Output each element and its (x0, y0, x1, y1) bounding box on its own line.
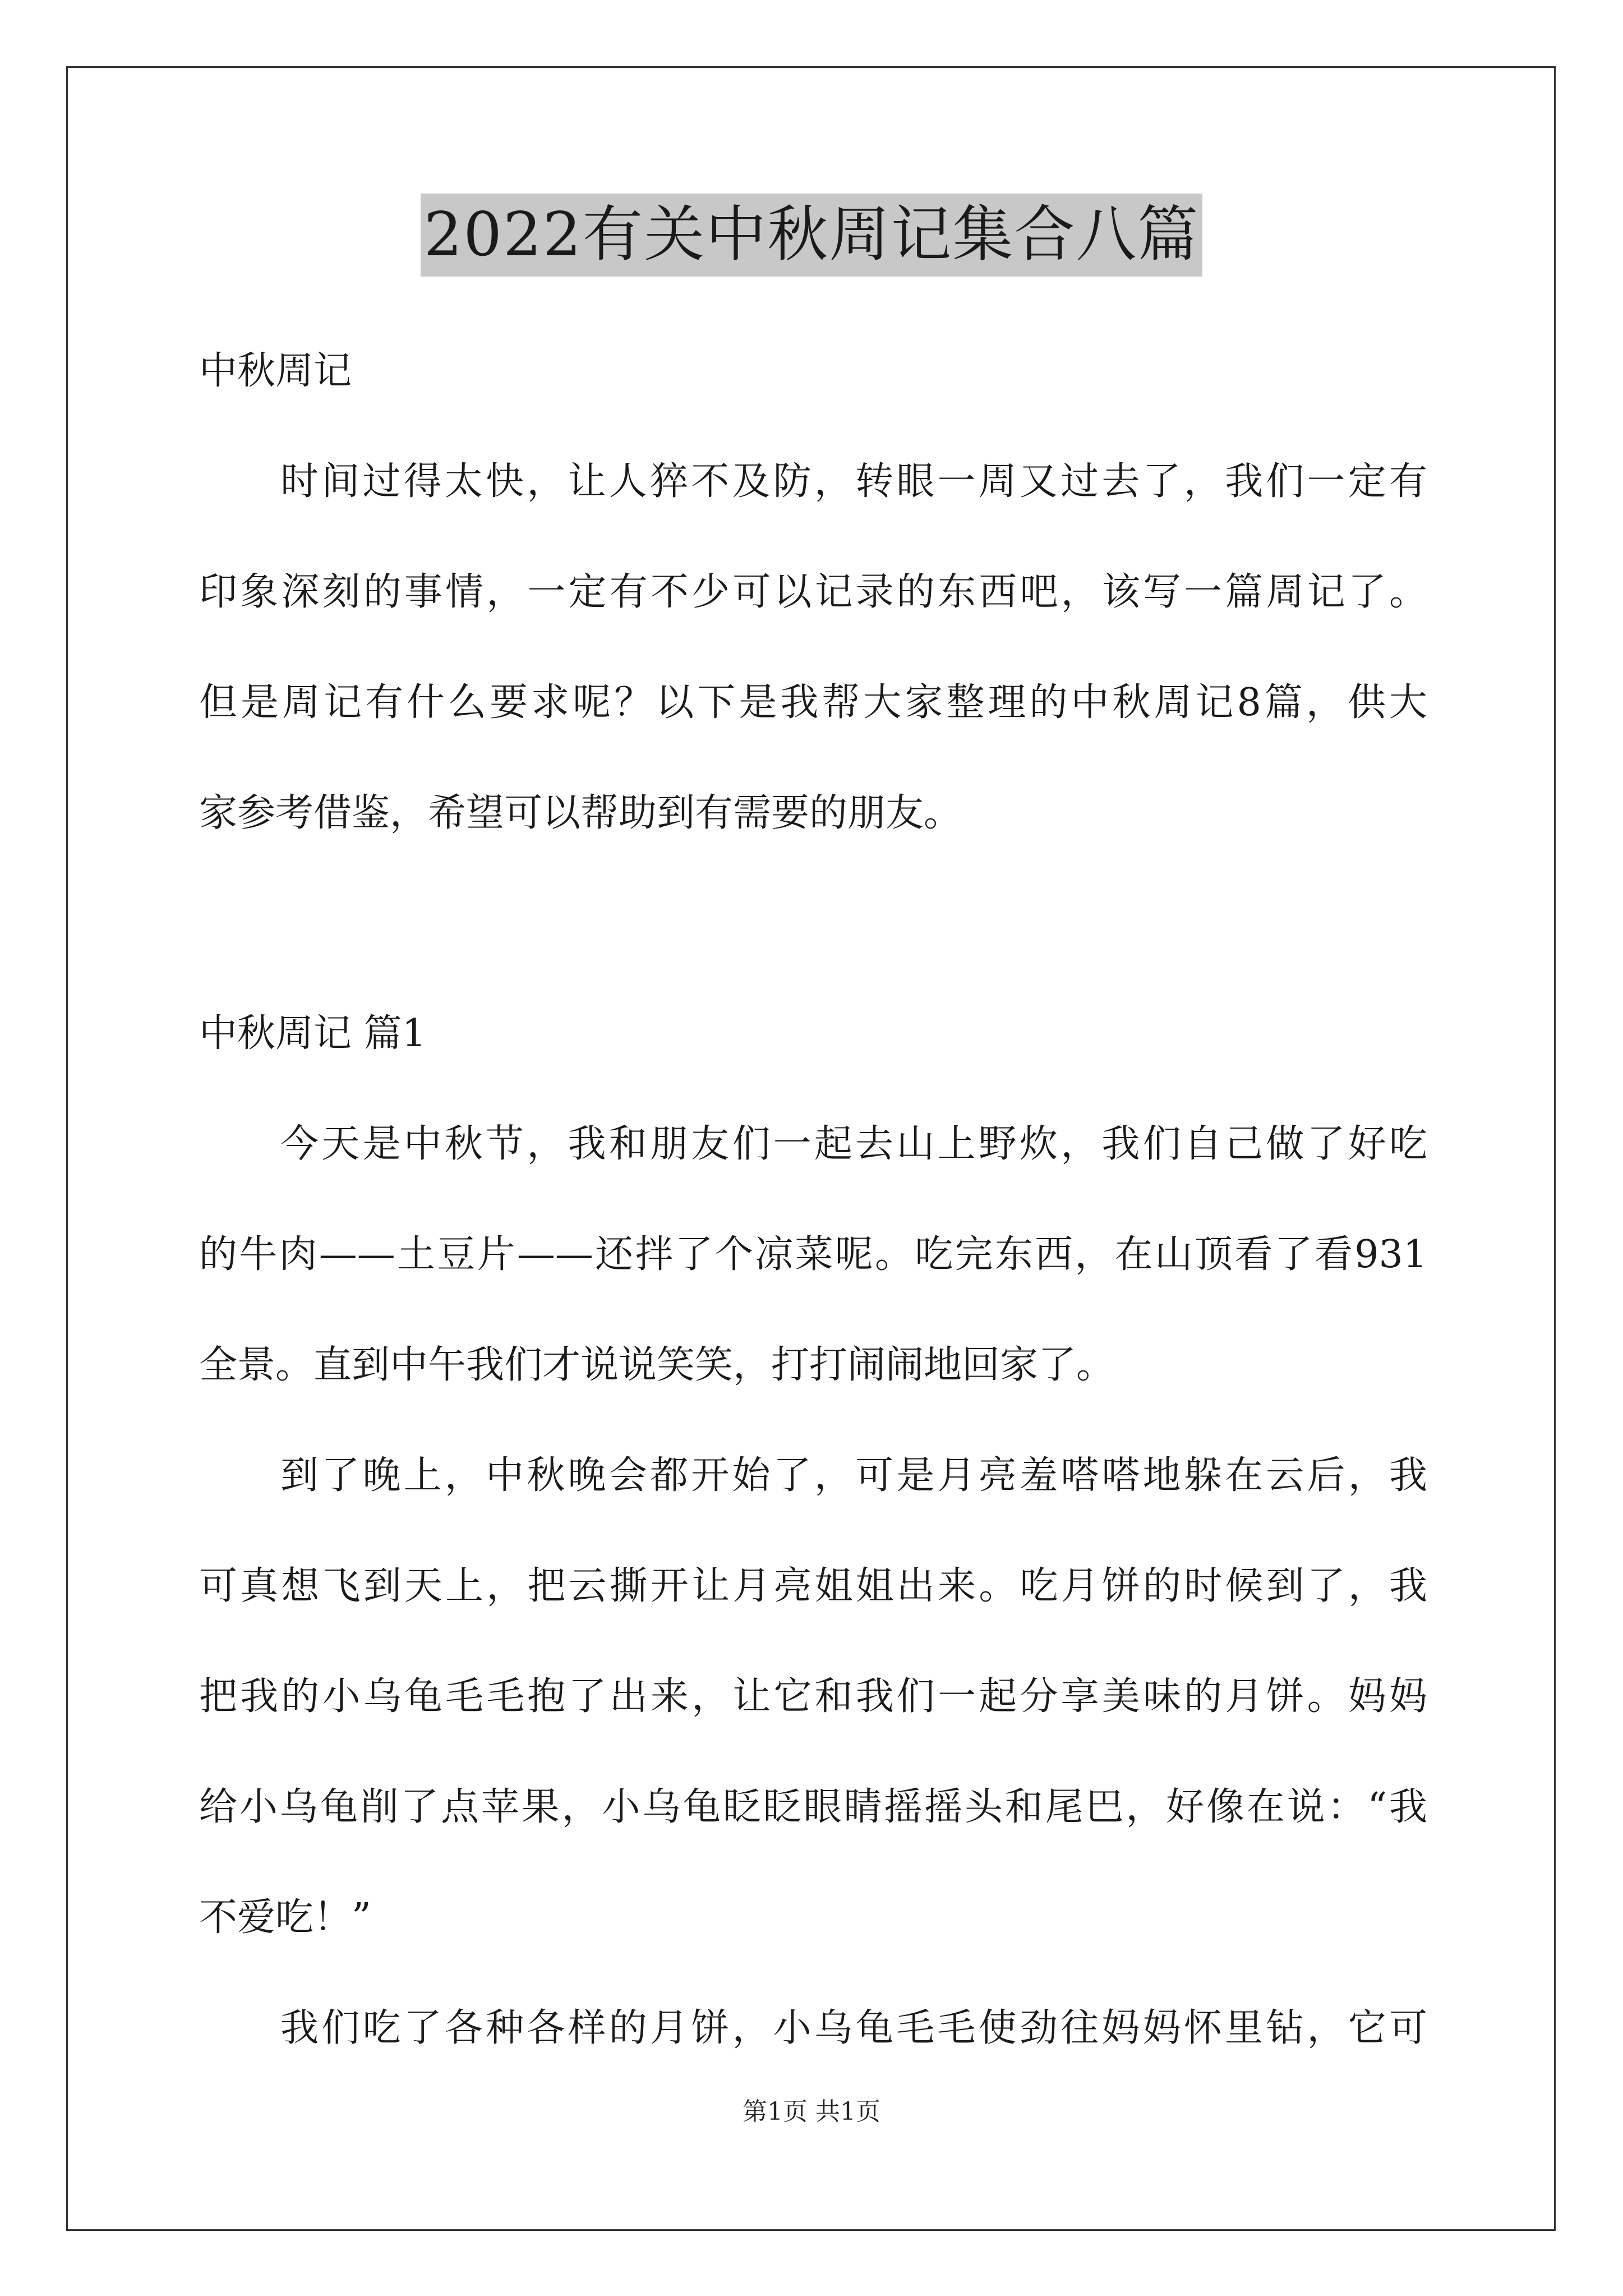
article1-p2-line-3: 把我的小乌龟毛毛抱了出来，让它和我们一起分享美味的月饼。妈妈 (199, 1674, 1427, 1719)
article1-p3-line-1: 我们吃了各种各样的月饼，小乌龟毛毛使劲往妈妈怀里钻，它可 (280, 2006, 1427, 2050)
article1-p1-line-2: 的牛肉——土豆片——还拌了个凉菜呢。吃完东西，在山顶看了看931 (199, 1232, 1427, 1277)
article1-p2-line-5: 不爱吃！” (199, 1895, 371, 1940)
document-title: 2022有关中秋周记集合八篇 (421, 194, 1203, 277)
article1-p2-line-2: 可真想飞到天上，把云撕开让月亮姐姐出来。吃月饼的时候到了，我 (199, 1564, 1427, 1608)
article1-p1-line-1: 今天是中秋节，我和朋友们一起去山上野炊，我们自己做了好吃 (280, 1122, 1427, 1166)
intro-line-2: 印象深刻的事情，一定有不少可以记录的东西吧，该写一篇周记了。 (199, 570, 1427, 614)
page-footer: 第1页 共1页 (743, 2097, 880, 2126)
article1-p2-line-1: 到了晚上，中秋晚会都开始了，可是月亮羞嗒嗒地躲在云后，我 (280, 1453, 1427, 1498)
article1-p1-line-3: 全景。直到中午我们才说说笑笑，打打闹闹地回家了。 (199, 1343, 1115, 1387)
intro-line-3: 但是周记有什么要求呢？以下是我帮大家整理的中秋周记8篇，供大 (199, 680, 1427, 725)
intro-line-4: 家参考借鉴，希望可以帮助到有需要的朋友。 (199, 791, 962, 835)
article1-p2-line-4: 给小乌龟削了点苹果，小乌龟眨眨眼睛摇摇头和尾巴，好像在说：“我 (199, 1785, 1427, 1829)
intro-heading: 中秋周记 (199, 349, 352, 393)
intro-line-1: 时间过得太快，让人猝不及防，转眼一周又过去了，我们一定有 (280, 459, 1427, 504)
article1-heading: 中秋周记 篇1 (199, 1011, 426, 1056)
title-wrap (0, 194, 1623, 277)
